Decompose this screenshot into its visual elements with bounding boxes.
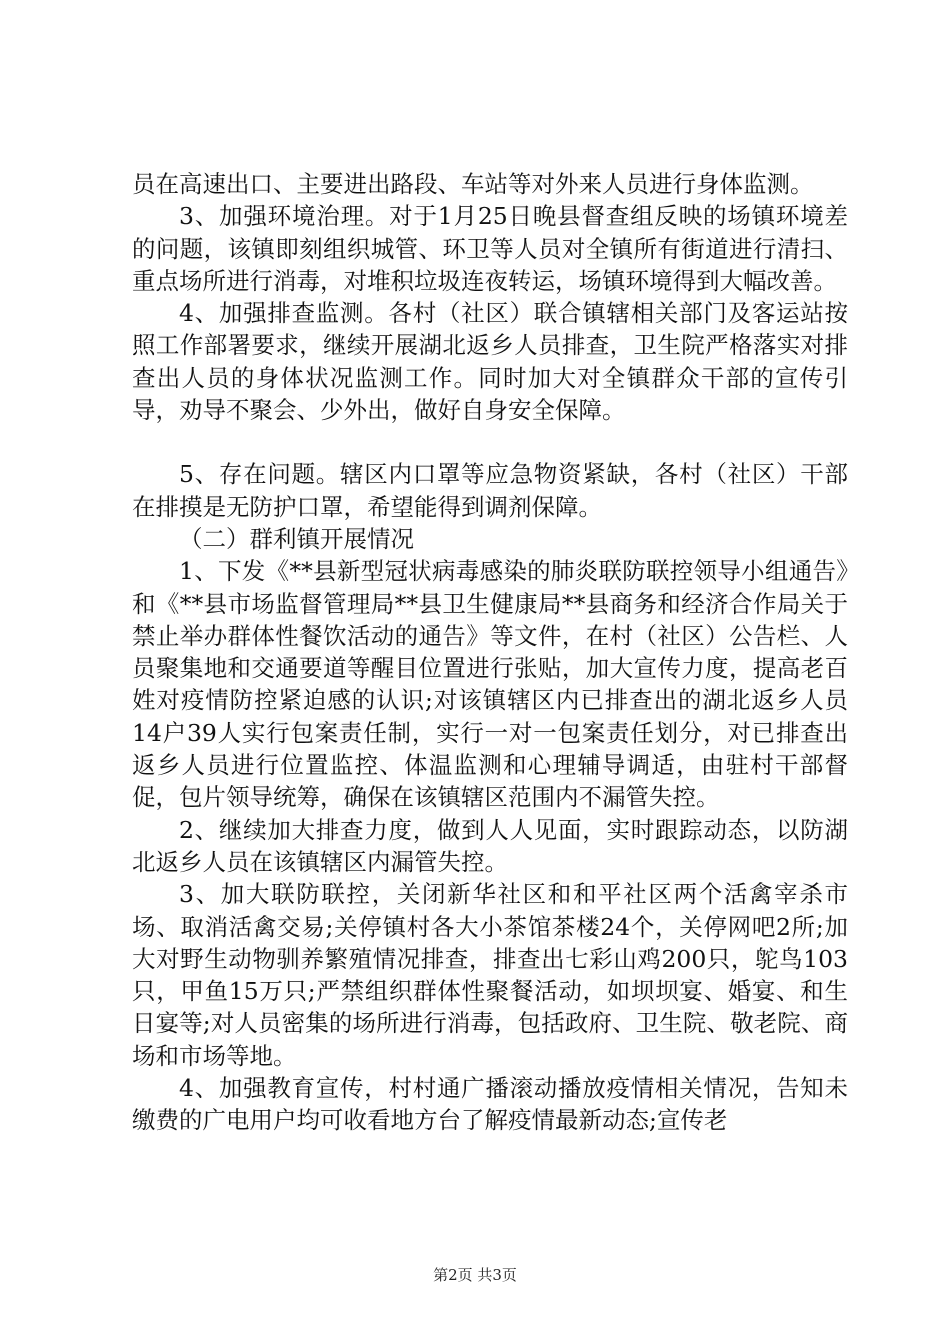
paragraph-environment: 3、加强环境治理。对于1月25日晚县督查组反映的场镇环境差的问题，该镇即刻组织城管、环卫等人员对全镇所有街道进行清扫、重点场所进行消毒，对堆积垃圾连夜转运，场镇环境得到大幅改善。 bbox=[132, 202, 848, 295]
document-body bbox=[132, 168, 848, 1137]
paragraph-item-3: 3、加大联防联控，关闭新华社区和和平社区两个活禽宰杀市场、取消活禽交易;关停镇村各大小茶馆茶楼24个，关停网吧2所;加大对野生动物驯养繁殖情况排查，排查出七彩山鸡200只，鸵鸟103只，甲鱼15万只;严禁组织群体性聚餐活动，如坝坝宴、婚宴、和生日宴等;对人员密集的场所进行消毒，包括政府、卫生院、敬老院、商场和市场等地。 bbox=[132, 880, 848, 1070]
section-heading: （二）群利镇开展情况 bbox=[179, 524, 414, 553]
paragraph-continuation: 员在高速出口、主要进出路段、车站等对外来人员进行身体监测。 bbox=[132, 170, 814, 198]
paragraph-gap bbox=[132, 426, 848, 458]
paragraph-item-4: 4、加强教育宣传，村村通广播滚动播放疫情相关情况，告知未缴费的广电用户均可收看地方台了解疫情最新动态;宣传老 bbox=[132, 1074, 848, 1135]
paragraph-item-2: 2、继续加大排查力度，做到人人见面，实时跟踪动态，以防湖北返乡人员在该镇辖区内漏管失控。 bbox=[132, 815, 848, 876]
paragraph-problems: 5、存在问题。辖区内口罩等应急物资紧缺，各村（社区）干部在排摸是无防护口罩，希望能得到调剂保障。 bbox=[132, 460, 848, 521]
page-number-footer: 第2页 共3页 bbox=[433, 1266, 517, 1284]
paragraph-screening: 4、加强排查监测。各村（社区）联合镇辖相关部门及客运站按照工作部署要求，继续开展湖北返乡人员排查，卫生院严格落实对排查出人员的身体状况监测工作。同时加大对全镇群众干部的宣传引导，劝导不聚会、少外出，做好自身安全保障。 bbox=[132, 299, 848, 425]
paragraph-item-1: 1、下发《**县新型冠状病毒感染的肺炎联防联控领导小组通告》和《**县市场监督管理局**县卫生健康局**县商务和经济合作局关于禁止举办群体性餐饮活动的通告》等文件，在村（社区）公告栏、人员聚集地和交通要道等醒目位置进行张贴，加大宣传力度，提高老百姓对疫情防控紧迫感的认识;对该镇辖区内已排查出的湖北返乡人员14户39人实行包案责任制，实行一对一包案责任划分，对已排查出返乡人员进行位置监控、体温监测和心理辅导调适，由驻村干部督促，包片领导统筹，确保在该镇辖区范围内不漏管失控。 bbox=[132, 557, 848, 812]
